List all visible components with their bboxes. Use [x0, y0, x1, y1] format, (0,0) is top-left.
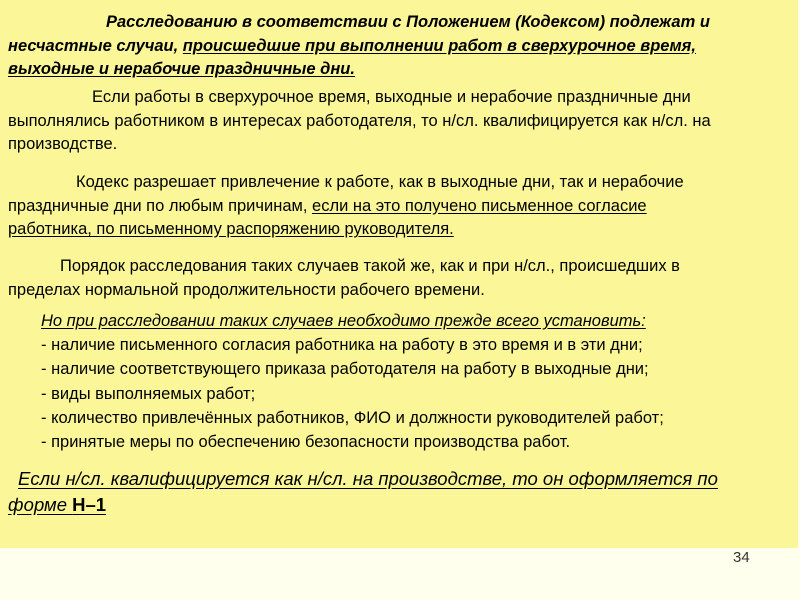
requirements-list — [41, 309, 741, 454]
text-segment: праздничные дни по любым причинам, — [8, 196, 313, 215]
list-item: - виды выполняемых работ; — [41, 384, 256, 403]
underlined-text: если на это получено письменное согласие — [312, 196, 647, 215]
text-segment: Расследованию в соответствии с Положением (Кодексом) подлежат и — [106, 13, 710, 31]
paragraph-qualification — [8, 86, 792, 157]
paragraph-line: Кодекс разрешает привлечение к работе, как в выходные дни, так и нерабочие — [76, 173, 684, 191]
final-line — [8, 492, 792, 518]
underlined-text: выходные и нерабочие праздничные дни. — [8, 60, 355, 78]
paragraph-line — [8, 58, 792, 82]
paragraph-line: выполнялись работником в интересах работодателя, то н/сл. квалифицируется как н/сл. на — [8, 111, 711, 130]
list-heading: Но при расследовании таких случаев необходимо прежде всего установить: — [41, 312, 646, 330]
paragraph-line: Если работы в сверхурочное время, выходные и нерабочие праздничные дни — [92, 88, 691, 106]
paragraph-line: пределах нормальной продолжительности рабочего времени. — [8, 280, 485, 299]
form-code: Н–1 — [72, 494, 107, 515]
paragraph-investigation-scope — [8, 11, 792, 82]
paragraph-line — [8, 11, 792, 35]
paragraph-line — [8, 35, 792, 59]
final-statement — [8, 466, 792, 518]
final-line: Если н/сл. квалифицируется как н/сл. на производстве, то он оформляется по — [18, 468, 718, 489]
paragraph-procedure — [8, 255, 792, 302]
underlined-text: происшедшие при выполнении работ в сверхурочное время, — [182, 36, 696, 55]
paragraph-line: Порядок расследования таких случаев такой же, как и при н/сл., происшедших в — [60, 257, 680, 275]
text-segment: несчастные случаи, — [8, 36, 183, 55]
underlined-text: работника, по письменному распоряжению руководителя. — [8, 220, 454, 238]
paragraph-line — [8, 218, 792, 242]
paragraph-line — [8, 195, 792, 219]
paragraph-code-permission — [8, 171, 792, 242]
list-item: - количество привлечённых работников, ФИО и должности руководителей работ; — [41, 408, 664, 427]
text-segment: форме — [8, 494, 73, 515]
list-item: - принятые меры по обеспечению безопасности производства работ. — [41, 433, 571, 452]
list-item: - наличие соответствующего приказа работодателя на работу в выходные дни; — [41, 360, 649, 379]
paragraph-line: производстве. — [8, 135, 118, 153]
page-number: 34 — [733, 549, 750, 566]
list-item: - наличие письменного согласия работника на работу в это время и в эти дни; — [41, 336, 643, 355]
